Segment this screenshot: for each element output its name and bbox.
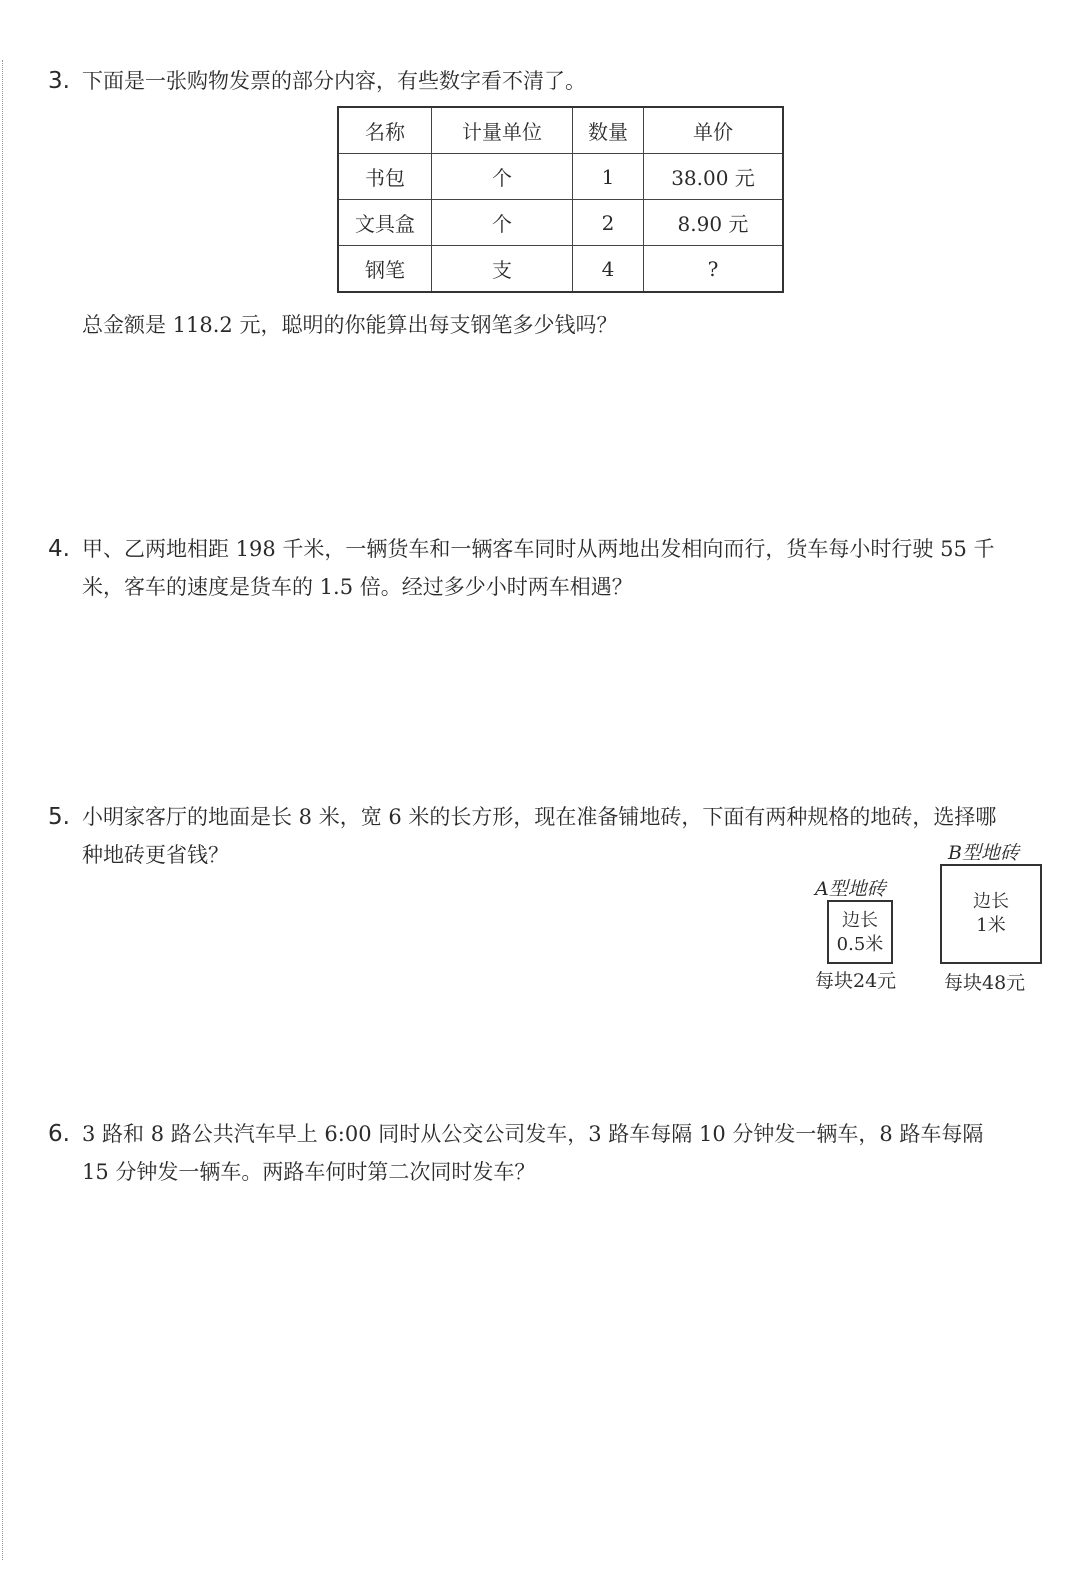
question-6 xyxy=(48,1115,1050,1191)
question-text: 下面是一张购物发票的部分内容，有些数字看不清了。 xyxy=(82,69,586,93)
table-cell: 2 xyxy=(573,200,644,246)
tile-a-price: 每块24元 xyxy=(815,970,897,992)
table-cell: ? xyxy=(644,246,784,293)
question-text-line-1: 3 路和 8 路公共汽车早上 6:00 同时从公交公司发车，3 路车每隔 10 分钟发一辆车，8 路车每隔 xyxy=(82,1122,984,1146)
table-cell: 1 xyxy=(573,154,644,200)
tile-b-price: 每块48元 xyxy=(944,972,1026,994)
table-cell: 38.00 元 xyxy=(644,154,784,200)
question-text-line-2: 米，客车的速度是货车的 1.5 倍。经过多少小时两车相遇？ xyxy=(82,575,633,599)
tile-b-caption: B型地砖 xyxy=(948,842,1019,864)
table-header-cell: 单价 xyxy=(644,107,784,154)
question-5 xyxy=(48,798,1050,874)
question-3-summary: 总金额是 118.2 元，聪明的你能算出每支钢笔多少钱吗？ xyxy=(82,313,618,337)
question-text-line-1: 甲、乙两地相距 198 千米，一辆货车和一辆客车同时从两地出发相向而行，货车每小时行驶 55 千 xyxy=(82,537,995,561)
table-header-row xyxy=(338,107,783,154)
table-row xyxy=(338,200,783,246)
question-number: 4. xyxy=(48,536,70,562)
tile-a-caption: A型地砖 xyxy=(815,878,886,900)
question-text-line-2: 15 分钟发一辆车。两路车何时第二次同时发车？ xyxy=(82,1160,536,1184)
question-number: 5. xyxy=(48,804,70,830)
question-4 xyxy=(48,530,1050,606)
question-text-line-2: 种地砖更省钱？ xyxy=(82,843,229,867)
tile-b-side-label: 边长 xyxy=(973,891,1009,912)
table-cell: 8.90 元 xyxy=(644,200,784,246)
tile-a-side-value: 0.5米 xyxy=(836,934,884,955)
table-header-cell: 数量 xyxy=(573,107,644,154)
question-text-line-1: 小明家客厅的地面是长 8 米，宽 6 米的长方形，现在准备铺地砖，下面有两种规格的地砖，选择哪 xyxy=(82,805,997,829)
tile-b-box xyxy=(940,864,1042,964)
table-cell: 个 xyxy=(432,200,573,246)
table-row xyxy=(338,154,783,200)
question-number: 3. xyxy=(48,68,70,94)
binding-margin-line xyxy=(2,60,3,1560)
table-row xyxy=(338,246,783,293)
table-cell: 4 xyxy=(573,246,644,293)
table-cell: 个 xyxy=(432,154,573,200)
tile-a-side-label: 边长 xyxy=(842,910,878,931)
tile-a-box xyxy=(827,900,893,964)
table-header-cell: 名称 xyxy=(338,107,432,154)
table-cell: 支 xyxy=(432,246,573,293)
invoice-table xyxy=(337,106,784,293)
question-3 xyxy=(48,62,1050,100)
table-cell: 钢笔 xyxy=(338,246,432,293)
question-number: 6. xyxy=(48,1121,70,1147)
tile-b-side-value: 1米 xyxy=(976,915,1006,936)
table-cell: 书包 xyxy=(338,154,432,200)
table-header-cell: 计量单位 xyxy=(432,107,573,154)
table-cell: 文具盒 xyxy=(338,200,432,246)
